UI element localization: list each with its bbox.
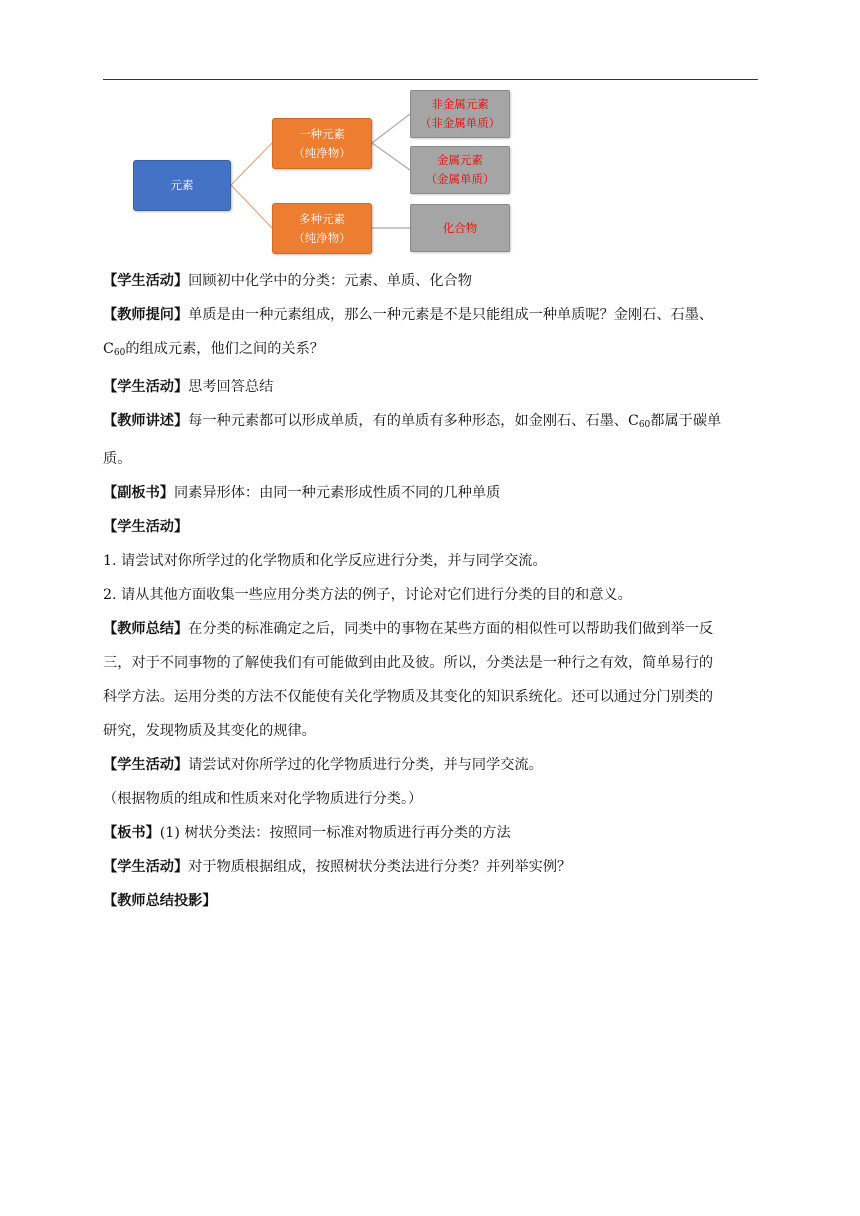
single-line2: （纯净物） (293, 145, 351, 160)
connector-single-nonmetal (372, 114, 410, 143)
paragraph-2-cont (103, 332, 758, 370)
list-item-1: 1. 请尝试对你所学过的化学物质和化学反应进行分类，并与同学交流。 (103, 553, 547, 569)
compound-label: 化合物 (442, 220, 478, 235)
paragraph-10 (103, 816, 758, 850)
paragraph-8 (103, 748, 758, 782)
formula-c: C (103, 341, 114, 357)
paragraph-7 (103, 612, 758, 646)
paragraph-7-line2: 三，对于不同事物的了解使我们有可能做到由此及彼。所以，分类法是一种行之有效，简单易行的 (103, 655, 714, 671)
formula-sub: 60 (113, 348, 126, 358)
text: 每一种元素都可以形成单质，有的单质有多种形态，如金刚石、石墨、C (188, 413, 639, 429)
text: 请尝试对你所学过的化学物质进行分类，并与同学交流。 (188, 757, 543, 773)
paragraph-3 (103, 370, 758, 404)
paragraph-11 (103, 850, 758, 884)
paragraph-9: （根据物质的组成和性质来对化学物质进行分类。） (103, 791, 423, 807)
metal-line2: （金属单质） (425, 172, 495, 186)
label: 【学生活动】 (103, 757, 189, 773)
metal-line1: 金属元素 (437, 153, 483, 167)
diagram-multi-element (272, 203, 372, 254)
text: 回顾初中化学中的分类：元素、单质、化合物 (188, 273, 472, 289)
paragraph-4-cont: 质。 (103, 451, 132, 467)
paragraph-2 (103, 298, 758, 332)
text: 思考回答总结 (188, 379, 274, 395)
diagram-single-element (272, 118, 372, 169)
paragraph-6 (103, 510, 758, 544)
label: 【副板书】 (103, 485, 174, 501)
text: 的组成元素，他们之间的关系？ (125, 341, 324, 357)
label: 【学生活动】 (103, 379, 189, 395)
text: (1) 树状分类法：按照同一标准对物质进行再分类的方法 (159, 825, 511, 841)
connector-root-multi (231, 185, 272, 228)
label: 【学生活动】 (103, 859, 189, 875)
label: 【教师总结】 (103, 621, 189, 637)
list-item-2: 2. 请从其他方面收集一些应用分类方法的例子，讨论对它们进行分类的目的和意义。 (103, 587, 632, 603)
paragraph-7-line4: 研究，发现物质及其变化的规律。 (103, 723, 316, 739)
text: 对于物质根据组成，按照树状分类法进行分类？并列举实例？ (188, 859, 572, 875)
lesson-body (103, 264, 758, 918)
label: 【学生活动】 (103, 273, 189, 289)
nonmetal-line2: （非金属单质） (419, 116, 501, 130)
label: 【教师总结投影】 (103, 893, 217, 909)
paragraph-5 (103, 476, 758, 510)
root-label: 元素 (170, 178, 194, 192)
label: 【教师提问】 (103, 307, 189, 323)
single-line1: 一种元素 (299, 126, 345, 141)
text: 单质是由一种元素组成，那么一种元素是不是只能组成一种单质呢？金刚石、石墨、 (188, 307, 714, 323)
paragraph-4 (103, 404, 758, 442)
connector-root-single (231, 143, 272, 185)
label: 【板书】 (103, 825, 160, 841)
paragraph-1 (103, 264, 758, 298)
diagram-nonmetal (410, 90, 510, 138)
label: 【教师讲述】 (103, 413, 189, 429)
diagram-compound (410, 204, 510, 252)
connector-single-metal (372, 143, 410, 170)
nonmetal-line1: 非金属元素 (431, 97, 489, 111)
multi-line1: 多种元素 (299, 211, 345, 226)
multi-line2: （纯净物） (293, 230, 351, 245)
text: 同素异形体：由同一种元素形成性质不同的几种单质 (173, 485, 501, 501)
diagram-metal (410, 146, 510, 194)
text-post: 都属于碳单 (650, 413, 722, 429)
paragraph-12 (103, 884, 758, 918)
paragraph-7-line3: 科学方法。运用分类的方法不仅能使有关化学物质及其变化的知识系统化。还可以通过分门别类的 (103, 689, 714, 705)
formula-sub: 60 (638, 420, 651, 430)
label: 【学生活动】 (103, 519, 189, 535)
text: 在分类的标准确定之后，同类中的事物在某些方面的相似性可以帮助我们做到举一反 (188, 621, 714, 637)
diagram-root-element (133, 160, 231, 211)
